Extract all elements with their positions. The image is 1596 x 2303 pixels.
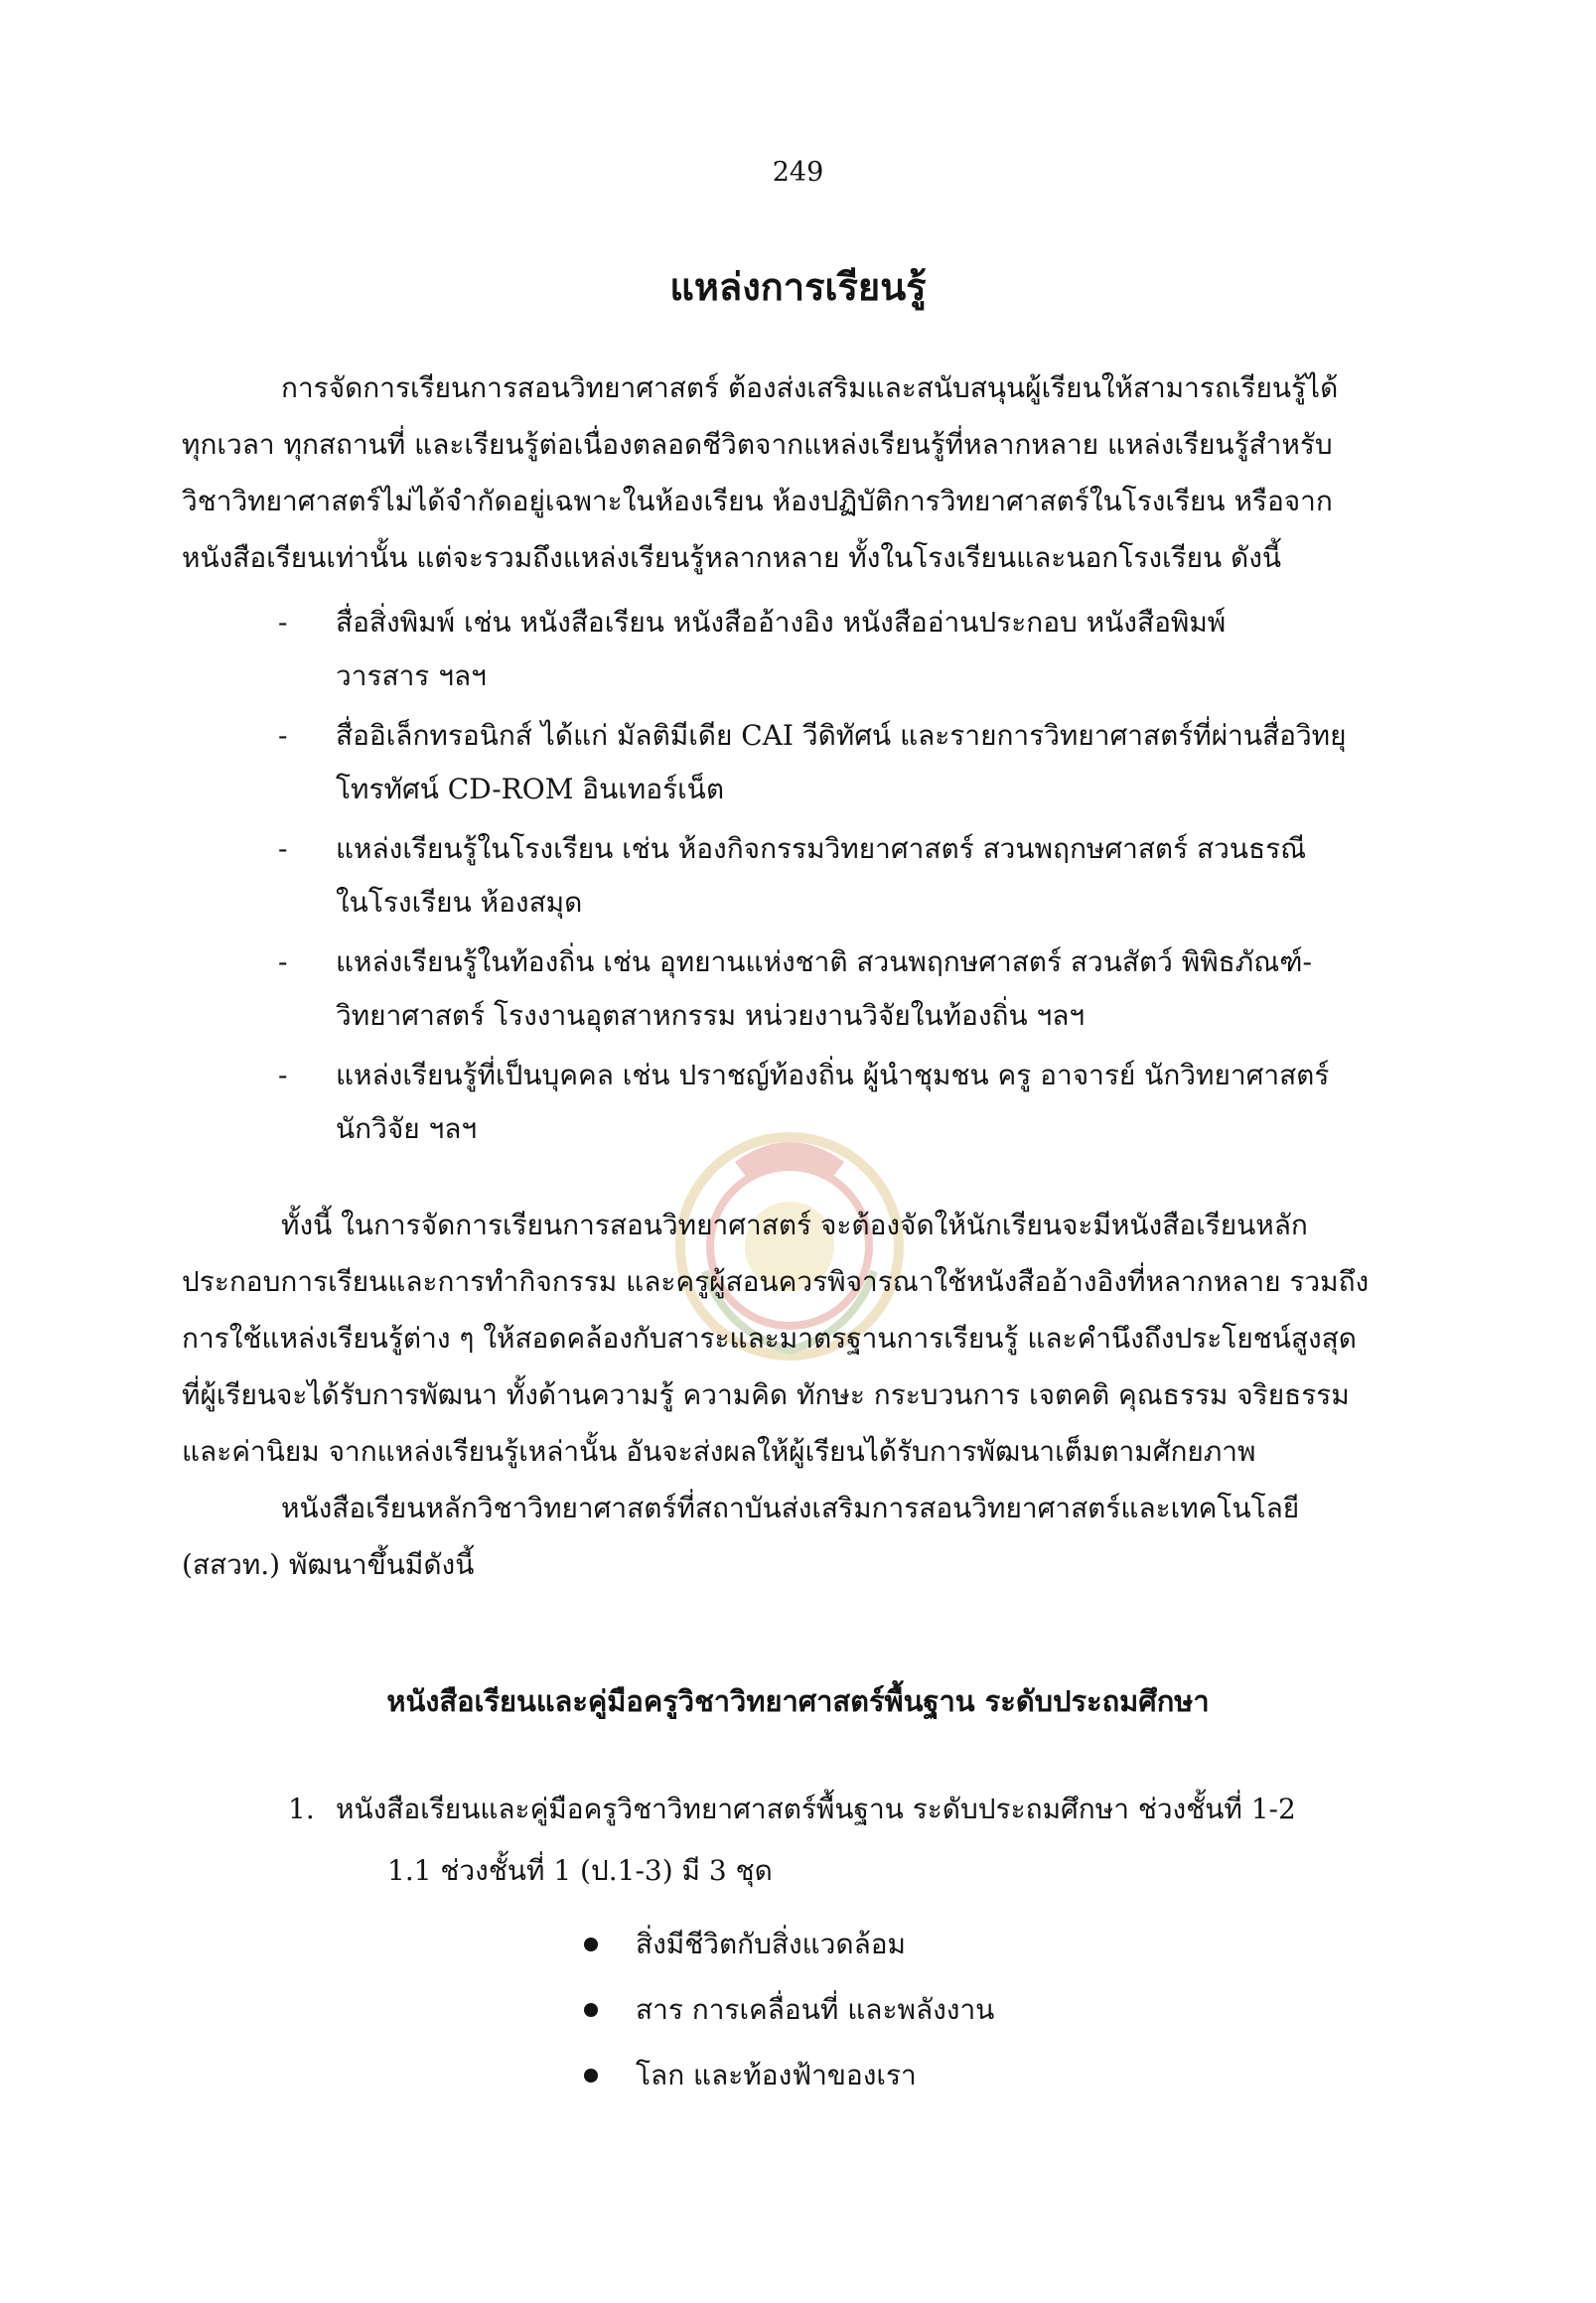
page-number: 249 <box>772 157 824 188</box>
list-item-text: แหล่งเรียนรู้ในโรงเรียน เช่น ห้องกิจกรรมวิทยาศาสตร์ สวนพฤกษศาสตร์ สวนธรณี <box>336 832 1307 865</box>
list-item <box>278 709 1410 816</box>
body-line: ทั้งนี้ ในการจัดการเรียนการสอนวิทยาศาสตร์ จะต้องจัดให้นักเรียนจะมีหนังสือเรียนหลัก <box>281 1209 1308 1241</box>
list-item-text: วิทยาศาสตร์ โรงงานอุตสาหกรรม หน่วยงานวิจัยในท้องถิ่น ฯลฯ <box>336 999 1086 1032</box>
list-item <box>584 1912 994 1977</box>
body-paragraph <box>182 1197 1405 1593</box>
dash-bullet: - <box>278 832 288 865</box>
list-item <box>278 822 1410 930</box>
numbered-item <box>288 1788 1296 1831</box>
resource-list <box>278 596 1410 1162</box>
intro-line: วิชาวิทยาศาสตร์ไม่ได้จำกัดอยู่เฉพาะในห้องเรียน ห้องปฏิบัติการวิทยาศาสตร์ในโรงเรียน หรือจาก <box>182 485 1333 517</box>
intro-paragraph <box>182 360 1405 586</box>
dash-bullet: - <box>278 606 288 639</box>
set-label: สิ่งมีชีวิตกับสิ่งแวดล้อม <box>636 1928 907 1960</box>
bullet-dot-icon <box>584 1938 598 1951</box>
list-item-text: โทรทัศน์ CD-ROM อินเทอร์เน็ต <box>336 773 725 805</box>
intro-line: หนังสือเรียนเท่านั้น แต่จะรวมถึงแหล่งเรียนรู้หลากหลาย ทั้งในโรงเรียนและนอกโรงเรียน ดังนี้ <box>182 541 1282 574</box>
list-item-text: ในโรงเรียน ห้องสมุด <box>336 886 583 919</box>
set-label: โลก และท้องฟ้าของเรา <box>636 2059 917 2091</box>
body-line: ที่ผู้เรียนจะได้รับการพัฒนา ทั้งด้านความรู้ ความคิด ทักษะ กระบวนการ เจตคติ คุณธรรม จริยธรรม <box>182 1378 1350 1411</box>
bullet-dot-icon <box>584 2003 598 2017</box>
intro-line: การจัดการเรียนการสอนวิทยาศาสตร์ ต้องส่งเสริมและสนับสนุนผู้เรียนให้สามารถเรียนรู้ได้ <box>281 371 1339 404</box>
list-item <box>584 2043 994 2108</box>
list-item-text: แหล่งเรียนรู้ในท้องถิ่น เช่น อุทยานแห่งชาติ สวนพฤกษศาสตร์ สวนสัตว์ พิพิธภัณฑ์- <box>336 945 1312 978</box>
list-item <box>278 1049 1410 1156</box>
list-item <box>278 596 1410 703</box>
body-line: การใช้แหล่งเรียนรู้ต่าง ๆ ให้สอดคล้องกับสาระและมาตรฐานการเรียนรู้ และคำนึงถึงประโยชน์สูงสุด <box>182 1322 1357 1355</box>
section-heading: หนังสือเรียนและคู่มือครูวิชาวิทยาศาสตร์พื้นฐาน ระดับประถมศึกษา <box>386 1684 1210 1718</box>
page-title: แหล่งการเรียนรู้ <box>669 264 927 309</box>
list-item-text: สื่อสิ่งพิมพ์ เช่น หนังสือเรียน หนังสืออ้างอิง หนังสืออ่านประกอบ หนังสือพิมพ์ <box>336 606 1227 639</box>
list-item <box>584 1977 994 2043</box>
body-line: ประกอบการเรียนและการทำกิจกรรม และครูผู้สอนควรพิจารณาใช้หนังสืออ้างอิงที่หลากหลาย รวมถึง <box>182 1265 1370 1298</box>
item-number: 1. <box>288 1793 315 1825</box>
list-item-text: วารสาร ฯลฯ <box>336 659 487 692</box>
dash-bullet: - <box>278 719 288 752</box>
intro-line: ทุกเวลา ทุกสถานที่ และเรียนรู้ต่อเนื่องตลอดชีวิตจากแหล่งเรียนรู้ที่หลากหลาย แหล่งเรียนรู้สำหรับ <box>182 428 1333 461</box>
set-list <box>584 1912 994 2108</box>
list-item <box>278 936 1410 1043</box>
body-line: และค่านิยม จากแหล่งเรียนรู้เหล่านั้น อันจะส่งผลให้ผู้เรียนได้รับการพัฒนาเต็มตามศักยภาพ <box>182 1435 1256 1468</box>
body-line: หนังสือเรียนหลักวิชาวิทยาศาสตร์ที่สถาบันส่งเสริมการสอนวิทยาศาสตร์และเทคโนโลยี <box>281 1492 1300 1524</box>
bullet-dot-icon <box>584 2069 598 2083</box>
sub-item: 1.1 ช่วงชั้นที่ 1 (ป.1-3) มี 3 ชุด <box>387 1854 773 1887</box>
list-item-text: สื่ออิเล็กทรอนิกส์ ได้แก่ มัลติมีเดีย CAI วีดิทัศน์ และรายการวิทยาศาสตร์ที่ผ่านสื่อวิทยุ <box>336 719 1347 752</box>
dash-bullet: - <box>278 945 288 978</box>
list-item-text: นักวิจัย ฯลฯ <box>336 1112 478 1145</box>
item-text: หนังสือเรียนและคู่มือครูวิชาวิทยาศาสตร์พื้นฐาน ระดับประถมศึกษา ช่วงชั้นที่ 1-2 <box>336 1793 1296 1825</box>
set-label: สาร การเคลื่อนที่ และพลังงาน <box>636 1993 995 2026</box>
dash-bullet: - <box>278 1059 288 1091</box>
list-item-text: แหล่งเรียนรู้ที่เป็นบุคคล เช่น ปราชญ์ท้องถิ่น ผู้นำชุมชน ครู อาจารย์ นักวิทยาศาสตร์ <box>336 1059 1330 1091</box>
body-line: (สสวท.) พัฒนาขึ้นมีดังนี้ <box>182 1548 475 1581</box>
